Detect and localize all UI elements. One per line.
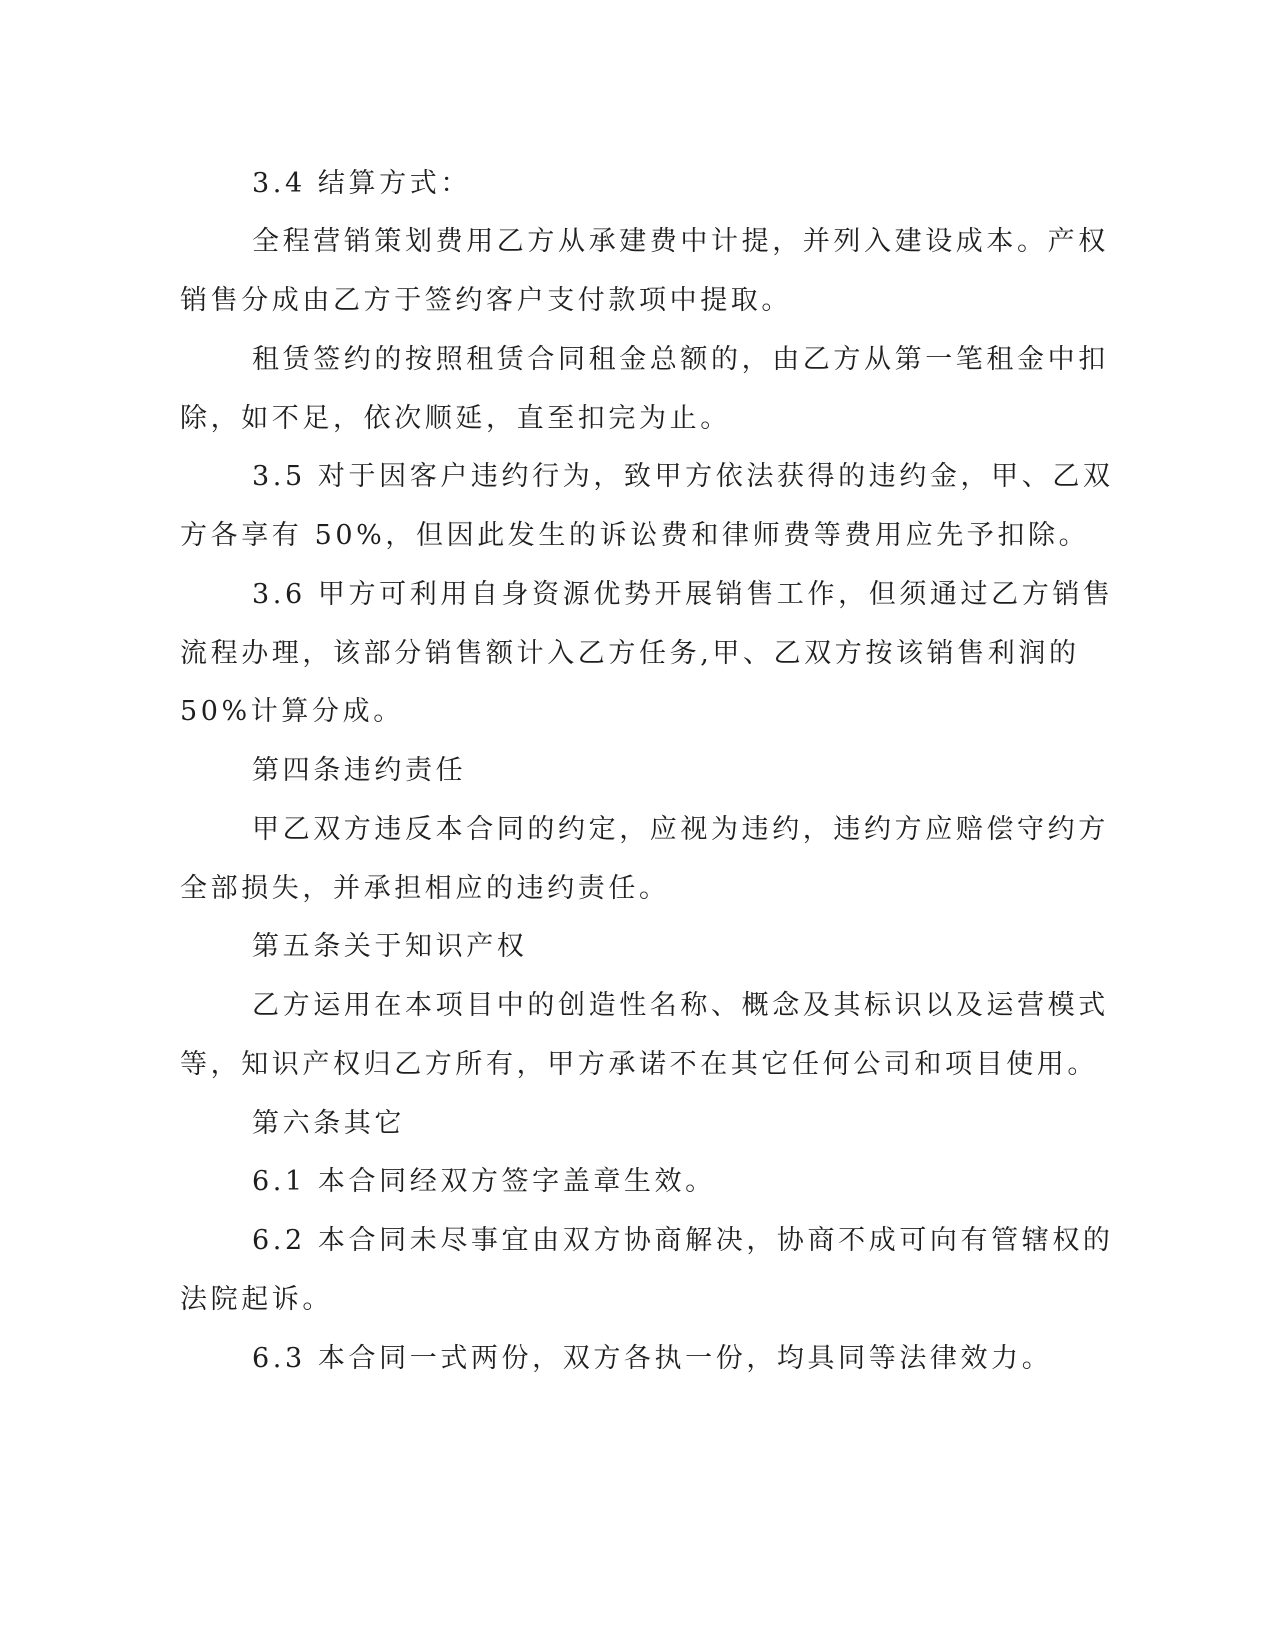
paragraph-line: 租赁签约的按照租赁合同租金总额的，由乙方从第一笔租金中扣 — [252, 344, 1109, 375]
article-6-heading: 第六条其它 — [252, 1108, 405, 1139]
clause-3-6-line: 3.6 甲方可利用自身资源优势开展销售工作，但须通过乙方销售 — [252, 579, 1114, 610]
paragraph-line: 甲乙双方违反本合同的约定，应视为违约，违约方应赔偿守约方 — [252, 814, 1109, 845]
paragraph-line: 等，知识产权归乙方所有，甲方承诺不在其它任何公司和项目使用。 — [180, 1049, 1098, 1080]
paragraph-line: 50%计算分成。 — [180, 696, 404, 727]
article-5-heading: 第五条关于知识产权 — [252, 931, 528, 962]
clause-6-1-line: 6.1 本合同经双方签字盖章生效。 — [252, 1166, 716, 1197]
paragraph-line: 法院起诉。 — [180, 1284, 333, 1315]
paragraph-line: 乙方运用在本项目中的创造性名称、概念及其标识以及运营模式 — [252, 990, 1109, 1021]
clause-3-4-heading: 3.4 结算方式： — [252, 168, 471, 199]
paragraph-line: 销售分成由乙方于签约客户支付款项中提取。 — [180, 285, 792, 316]
article-4-heading: 第四条违约责任 — [252, 755, 467, 786]
clause-6-3-line: 6.3 本合同一式两份，双方各执一份，均具同等法律效力。 — [252, 1343, 1053, 1374]
paragraph-line: 全程营销策划费用乙方从承建费中计提，并列入建设成本。产权 — [252, 226, 1109, 257]
paragraph-line: 全部损失，并承担相应的违约责任。 — [180, 873, 670, 904]
clause-3-5-line: 3.5 对于因客户违约行为，致甲方依法获得的违约金，甲、乙双 — [252, 461, 1114, 492]
paragraph-line: 方各享有 50%，但因此发生的诉讼费和律师费等费用应先予扣除。 — [180, 520, 1090, 551]
paragraph-line: 除，如不足，依次顺延，直至扣完为止。 — [180, 403, 731, 434]
paragraph-line: 流程办理，该部分销售额计入乙方任务,甲、乙双方按该销售利润的 — [180, 638, 1080, 669]
clause-6-2-line: 6.2 本合同未尽事宜由双方协商解决，协商不成可向有管辖权的 — [252, 1225, 1114, 1256]
